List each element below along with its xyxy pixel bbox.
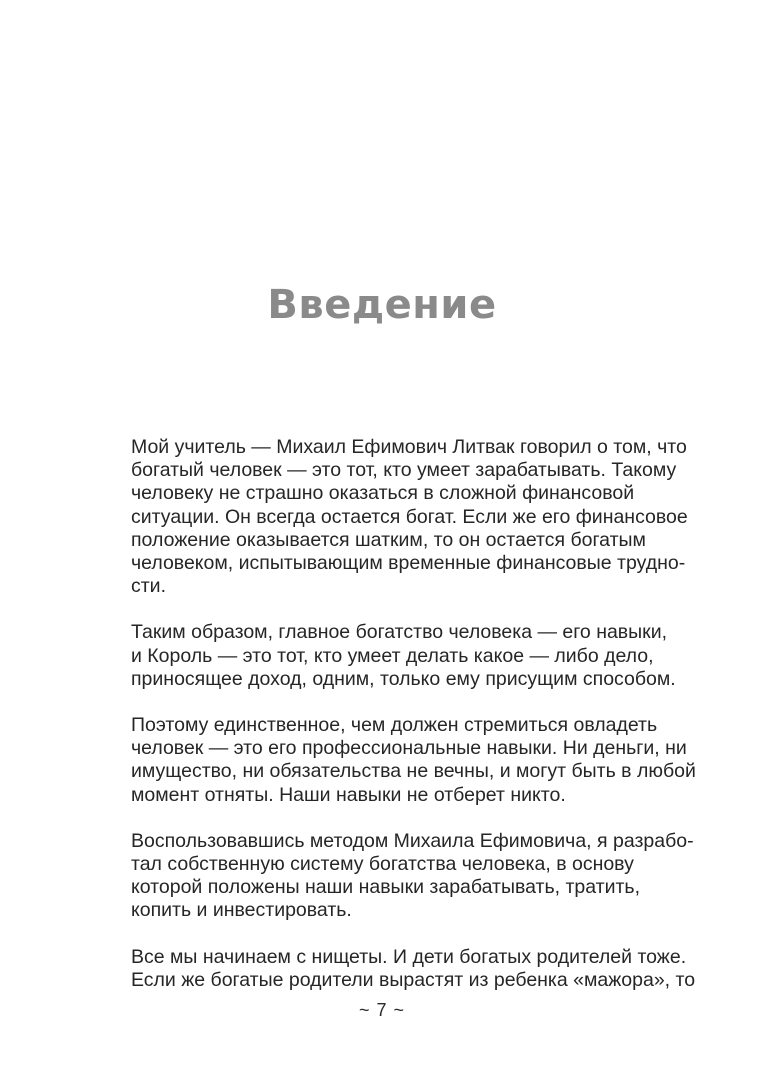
- text-line: момент отняты. Наши навыки не отберет никто.: [131, 783, 566, 806]
- text-line: тал собственную систему богатства человека, в основу: [131, 853, 634, 876]
- paragraph: [131, 829, 694, 923]
- text-line: сти.: [131, 575, 166, 598]
- text-line: Все мы начинаем с нищеты. И дети богатых родителей тоже.: [131, 945, 687, 968]
- text-line: Воспользовавшись методом Михаила Ефимовича, я разрабо-: [131, 829, 694, 852]
- text-line: человек — это его профессиональные навыки. Ни деньги, ни: [131, 737, 687, 760]
- chapter-title: Введение: [267, 282, 497, 328]
- paragraph: [131, 436, 691, 598]
- text-line: богатый человек — это тот, кто умеет зарабатывать. Такому: [131, 459, 677, 482]
- text-line: которой положены наши навыки зарабатывать, тратить,: [131, 876, 640, 899]
- page-number: ~ 7 ~: [358, 1000, 406, 1020]
- text-line: приносящее доход, одним, только ему присущим способом.: [131, 667, 676, 690]
- text-line: имущество, ни обязательства не вечны, и могут быть в любой: [131, 760, 696, 783]
- text-line: положение оказывается шатким, то он остается богатым: [131, 528, 646, 551]
- text-line: и Король — это тот, кто умеет делать какое — либо дело,: [131, 644, 654, 667]
- paragraph: [131, 621, 691, 691]
- text-line: Мой учитель — Михаил Ефимович Литвак говорил о том, что: [131, 436, 687, 458]
- paragraph: [131, 714, 696, 807]
- text-line: ситуации. Он всегда остается богат. Если же его финансовое: [131, 505, 688, 528]
- text-line: Поэтому единственное, чем должен стремиться овладеть: [131, 714, 658, 737]
- text-line: Если же богатые родители вырастят из ребенка «мажора», то: [131, 968, 696, 991]
- paragraph: [131, 945, 696, 992]
- text-line: копить и инвестировать.: [131, 899, 352, 922]
- body-text: [131, 436, 696, 1015]
- text-line: Таким образом, главное богатство человека — его навыки,: [131, 621, 668, 644]
- text-line: человеку не страшно оказаться в сложной финансовой: [131, 482, 635, 505]
- text-line: человеком, испытывающим временные финансовые трудно-: [131, 552, 686, 575]
